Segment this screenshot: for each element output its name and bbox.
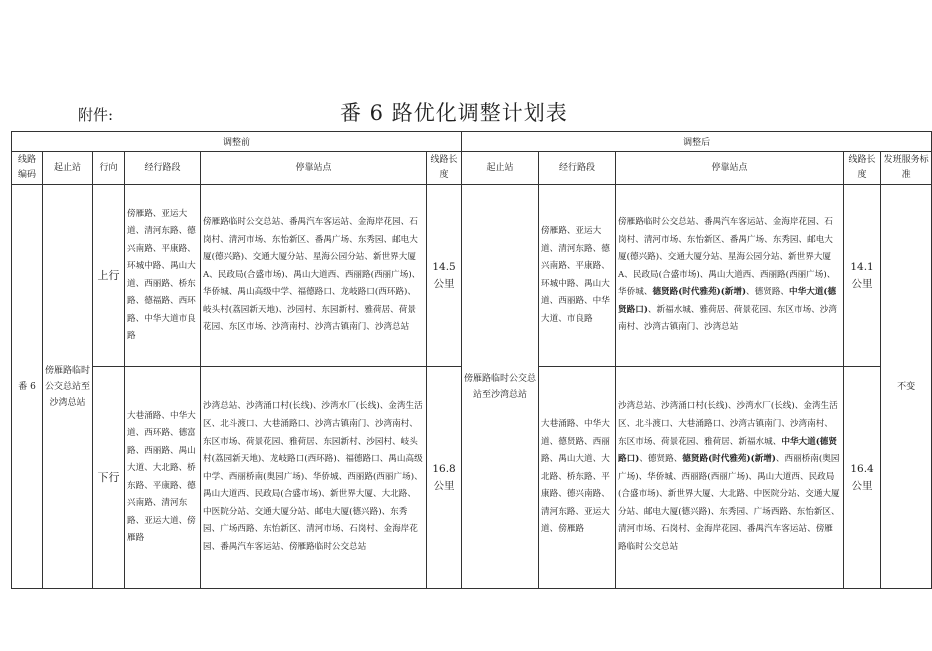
- stops-before-up-cell: 傍雁路临时公交总站、番禺汽车客运站、金海岸花园、石岗村、清河市场、东怡新区、番禺广场、东秀园、邮电大厦(德兴路)、交通大厦分站、星海公园分站、新世界大厦A、民政局(合盛市场)、禺山大道西、西丽路(西丽广场)、华侨城、禺山高级中学、福德路口、龙岐路口(西环路)、岐头村(荔园新天地)、沙园村、东园新村、雅荷居、荷景花园、东区市场、沙湾南村、沙湾古镇南门、沙湾总站: [201, 185, 427, 367]
- col-route-segments-after: 经行路段: [539, 152, 616, 185]
- col-route-segments: 经行路段: [125, 152, 201, 185]
- stops-after-down-part-3: 、西丽桥南(奥园广场)、华侨城、西丽路(西丽广场)、禺山大道西、民政局(合盛市场)、新世界大厦、大北路、中医院分站、交通大厦分站、邮电大厦(德兴路)、东秀园、广场西路、东怡新区、清河市场、石岗村、金海岸花园、番禺汽车客运站、傍雁路临时公交总站: [618, 454, 840, 553]
- attachment-label: 附件:: [78, 106, 114, 124]
- stops-after-up-part-3: 、新福水城、雅荷居、荷景花园、东区市场、沙湾南村、沙湾古镇南门、沙湾总站: [618, 304, 837, 333]
- changed-stop-highlight: 中华大道(德贤路口): [618, 436, 837, 465]
- route-adjustment-table: [11, 131, 932, 589]
- new-stop-highlight: 德贤路(时代雅苑)(新增): [682, 454, 776, 465]
- stops-after-up-part-1: 傍雁路临时公交总站、番禺汽车客运站、金海岸花园、石岗村、清河市场、东怡新区、番禺广场、东秀园、邮电大厦(德兴路)、交通大厦分站、星海公园分站、新世界大厦A、民政局(合盛市场)、禺山大道西、西丽路(西丽广场)、华侨城、: [618, 216, 836, 298]
- changed-stop-highlight: 中华大道(德贤路口): [618, 287, 837, 315]
- stops-after-down-part-1: 沙湾总站、沙湾涌口村(长线)、沙湾水厂(长线)、金湾生活区、北斗渡口、大巷涌路口、沙湾古镇南门、沙湾南村、东区市场、荷景花园、雅荷居、新福水城、: [618, 401, 838, 447]
- terminals-before-cell: 傍雁路临时公交总站至沙湾总站: [43, 185, 93, 589]
- group-after-header: 调整后: [462, 132, 932, 152]
- terminals-after-cell: 傍雁路临时公交总站至沙湾总站: [462, 185, 539, 589]
- col-direction: 行向: [93, 152, 125, 185]
- stops-before-down-cell: 沙湾总站、沙湾涌口村(长线)、沙湾水厂(长线)、金湾生活区、北斗渡口、大巷涌路口、沙湾古镇南门、沙湾南村、东区市场、荷景花园、雅荷居、东园新村、沙园村、岐头村(荔园新天地)、龙岐路口(西环路)、福德路口、禺山高级中学、西丽桥南(奥园广场)、华侨城、西丽路(西丽广场)、禺山大道西、民政局(合盛市场)、新世界大厦、大北路、中医院分站、交通大厦分站、邮电大厦(德兴路)、东秀园、广场西路、东怡新区、清河市场、石岗村、金海岸花园、番禺汽车客运站、傍雁路临时公交总站: [201, 367, 427, 589]
- route-after-up-cell: 傍雁路、亚运大道、清河东路、德兴南路、平康路、环城中路、禺山大道、西丽路、中华大道、市良路: [539, 185, 616, 367]
- line-number-cell: 番 6: [12, 185, 43, 589]
- direction-down-cell: 下行: [93, 367, 125, 589]
- col-terminals: 起止站: [43, 152, 93, 185]
- stops-after-up-cell: [616, 185, 844, 367]
- col-stops-after: 停靠站点: [616, 152, 844, 185]
- col-service-standard: 发班服务标准: [881, 152, 932, 185]
- length-before-down-cell: 16.8 公里: [427, 367, 462, 589]
- length-after-up-cell: 14.1 公里: [844, 185, 881, 367]
- stops-after-down-part-2: 、德贤路、: [639, 454, 683, 465]
- col-stops: 停靠站点: [201, 152, 427, 185]
- group-before-header: 调整前: [12, 132, 462, 152]
- column-header-row: [12, 152, 932, 185]
- table-row-up: [12, 185, 932, 367]
- page-title: 番 6 路优化调整计划表: [340, 101, 568, 125]
- col-line-no: 线路编码: [12, 152, 43, 185]
- length-before-up-cell: 14.5 公里: [427, 185, 462, 367]
- route-before-up-cell: 傍雁路、亚运大道、清河东路、德兴南路、平康路、环城中路、禺山大道、西丽路、桥东路、德福路、西环路、中华大道市良路: [125, 185, 201, 367]
- col-terminals-after: 起止站: [462, 152, 539, 185]
- route-after-down-cell: 大巷涌路、中华大道、德贤路、西丽路、禺山大道、大北路、桥东路、平康路、德兴南路、清河东路、亚运大道、傍雁路: [539, 367, 616, 589]
- direction-up-cell: 上行: [93, 185, 125, 367]
- col-length: 线路长度: [427, 152, 462, 185]
- route-before-down-cell: 大巷涌路、中华大道、西环路、德富路、西丽路、禺山大道、大北路、桥东路、平康路、德兴南路、清河东路、亚运大道、傍雁路: [125, 367, 201, 589]
- col-length-after: 线路长度: [844, 152, 881, 185]
- stops-after-down-cell: [616, 367, 844, 589]
- service-standard-cell: 不变: [881, 185, 932, 589]
- stops-after-up-part-2: 、德贤路、: [746, 287, 790, 298]
- group-header-row: [12, 132, 932, 152]
- new-stop-highlight: 德贤路(时代雅苑)(新增): [652, 287, 747, 298]
- length-after-down-cell: 16.4 公里: [844, 367, 881, 589]
